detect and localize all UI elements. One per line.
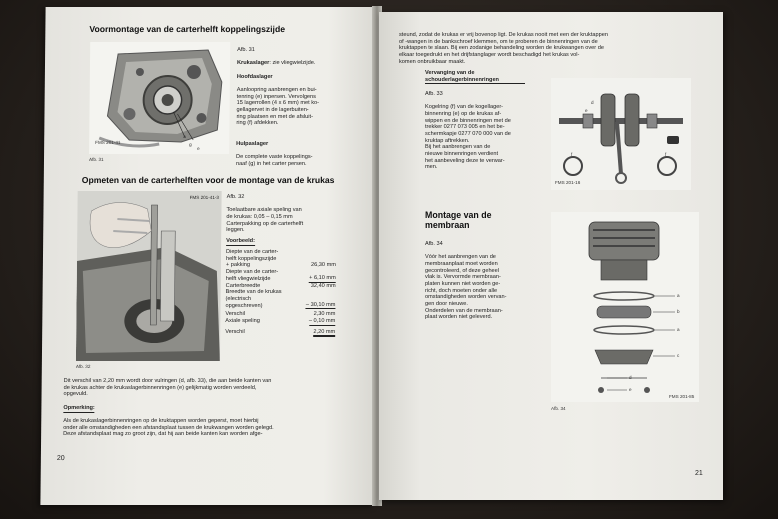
opmerking-text: Als de krukaslagerbinnenringen op de kruktappen worden geperst, moet hierbij onder alle omstandigheden een afstandsplaat tussen de krukwangen worden gelegd. Deze afstandsplaat mag zo groot zijn, dat hij aan beide kanten kan worden afge- bbox=[63, 418, 274, 438]
calc-row-2 bbox=[226, 269, 336, 282]
measuring-illustration bbox=[76, 191, 222, 361]
montage-title: Montage van de membraan bbox=[425, 210, 492, 230]
voorbeeld-calculation bbox=[225, 229, 336, 337]
left-page bbox=[40, 7, 378, 505]
figure-32-label: Afb. 32 bbox=[75, 364, 91, 369]
voorbeeld-title: Voorbeeld: bbox=[226, 238, 256, 244]
verschil-paragraph: Dit verschil van 2,20 mm wordt door vulringen (d, afb. 33), die aan beide kanten van de krukas achter de krukaslagerbinnenringen (e) gelijkmatig worden verdeeld, opgevuld. bbox=[63, 378, 272, 398]
krukaslager-text: : zie vliegwielzijde. bbox=[269, 60, 316, 67]
callout-f-left: f bbox=[571, 152, 573, 157]
calc-row-7 bbox=[225, 329, 335, 338]
calc-row-3 bbox=[226, 283, 336, 290]
callout-c: c bbox=[677, 353, 680, 358]
afb32-body: Toelaatbare axiale speling van de krukas: 0,05 – 0,15 mm Carterpakking op de carterhelft leggen. bbox=[226, 207, 304, 234]
figure-31-text bbox=[236, 40, 349, 167]
callout-d: d bbox=[629, 375, 632, 380]
hulpaslager-title: Hulpaslager bbox=[236, 140, 269, 147]
calc-label-1: Diepte van de carter- helft koppelingszijde + pakking bbox=[225, 249, 279, 269]
calc-row-1 bbox=[226, 249, 336, 269]
figure-33-photo bbox=[551, 78, 691, 190]
afb31-ref: Afb. 31 bbox=[237, 46, 255, 53]
afb33-body: Kogelring (f) van de kogellager- binnenring (e) op de krukas af- wippen en de binnenringen met de trekker 0277 073 005 en het be- schermkapje 0277 070 000 van de kruktap aftrekken. Bij het aanbrengen van de nieuwe binnenringen verdient het aanbeveling deze te verwar- men. bbox=[425, 104, 511, 171]
afb34-ref: Afb. 34 bbox=[425, 240, 443, 247]
hulpaslager-text: De complete vaste koppelings- naaf (g) in het carter persen. bbox=[235, 153, 313, 167]
vervanging-title: Vervanging van de schouderlagerbinnenringen bbox=[425, 70, 525, 84]
membrane-exploded-illustration bbox=[551, 212, 699, 402]
continuation-text: steund, zodat de krukas er vrij bovenop ligt. De krukas nooit met een der kruktappen of -wangen in de bankschroef klemmen, om te proberen de binnenringen van de kruktappen te slaan. Bij een zodanige behandeling worden de krukwangen over de elkaar toegedrukt en het drijfstanglager wordt beschadigd het krukas vol- komen onbruikbaar maakt. bbox=[399, 32, 608, 65]
calc-label-5: Verschil bbox=[225, 311, 246, 318]
callout-e: e bbox=[585, 108, 588, 113]
calc-value-1: 26,30 mm bbox=[310, 262, 336, 269]
figure-34-text bbox=[425, 234, 549, 321]
callout-e: e bbox=[629, 387, 632, 392]
krukaslager-title: Krukaslager bbox=[236, 60, 270, 67]
calc-label-3: Carterbreedte bbox=[225, 282, 261, 289]
page-number-left: 20 bbox=[56, 455, 65, 462]
afb34-body: Vóór het aanbrengen van de membraanplaat moet worden gecontroleerd, of deze geheel vlak is. Vervormde membraan- platen kunnen niet worden ge- richt, doch moeten onder alle omstandigheden worden vervan- gen door nieuwe. Onderdelen van de membraan- plaat worden niet geleverd. bbox=[425, 254, 507, 321]
crankshaft-illustration bbox=[551, 78, 691, 190]
callout-e: e bbox=[197, 146, 200, 151]
callout-b: b bbox=[677, 309, 680, 314]
right-page bbox=[379, 12, 723, 500]
figure-33-text bbox=[425, 84, 547, 171]
figure-32-photo-code: FMS 201-41-3 bbox=[189, 195, 220, 200]
figure-31-label: Afb. 31 bbox=[88, 157, 104, 162]
figure-34-label: Afb. 34 bbox=[551, 406, 566, 411]
heading-voormontage: Voormontage van de carterhelft koppelingszijde bbox=[89, 24, 286, 34]
calc-value-3: 32,40 mm bbox=[310, 282, 336, 289]
heading-opmeten: Opmeten van de carterhelften voor de montage van de krukas bbox=[81, 175, 335, 185]
hoofdaslager-text: Aanloopring aanbrengen en bui- tenring (e) inpersen. Vervolgens 15 lagerrollen (4 x 6 mm) met ko- gellagervet in de lagerbuiten- ring plaatsen en met de afsluit- ring (f) afdekken. bbox=[236, 86, 320, 127]
afb33-ref: Afb. 33 bbox=[425, 90, 443, 97]
calc-value-4: – 30,10 mm bbox=[305, 301, 336, 308]
calc-value-6: – 0,10 mm bbox=[308, 318, 336, 325]
afb32-ref: Afb. 32 bbox=[226, 193, 245, 200]
calc-label-6: Axiale speling bbox=[225, 318, 260, 325]
calc-label-2: Diepte van de carter- helft vliegwielzijde bbox=[225, 269, 279, 282]
figure-33-photo-code: FMS 201-16 bbox=[555, 180, 581, 185]
figure-34-photo-code: FMS 201-85 bbox=[669, 394, 695, 399]
figure-32-text bbox=[226, 187, 346, 234]
figure-32-photo bbox=[76, 191, 222, 361]
calc-value-5: 2,30 mm bbox=[313, 311, 336, 318]
calc-label-4: Breedte van de krukas (electrisch opgeschreven) bbox=[225, 289, 282, 309]
callout-a-bottom: a bbox=[677, 327, 680, 332]
calc-row-6 bbox=[225, 318, 335, 326]
callout-d: d bbox=[591, 100, 594, 105]
figure-34-photo bbox=[551, 212, 699, 402]
figure-31-photo-code: FMS 201-41 bbox=[95, 140, 121, 145]
hoofdaslager-title: Hoofdaslager bbox=[236, 73, 273, 80]
calc-value-7: 2,20 mm bbox=[313, 329, 335, 338]
callout-f-right: f bbox=[665, 152, 667, 157]
calc-row-4 bbox=[225, 289, 335, 309]
callout-g: g bbox=[189, 142, 192, 147]
carter-half-illustration bbox=[89, 42, 230, 154]
calc-label-7: Verschil bbox=[225, 328, 245, 335]
opmerking-title: Opmerking: bbox=[63, 405, 95, 411]
callout-a-top: a bbox=[677, 293, 680, 298]
page-number-right: 21 bbox=[695, 470, 703, 477]
calc-value-2: + 6,10 mm bbox=[309, 274, 336, 281]
calc-row-5 bbox=[225, 311, 335, 318]
callout-a: a bbox=[183, 134, 186, 139]
figure-31-photo bbox=[89, 42, 230, 154]
